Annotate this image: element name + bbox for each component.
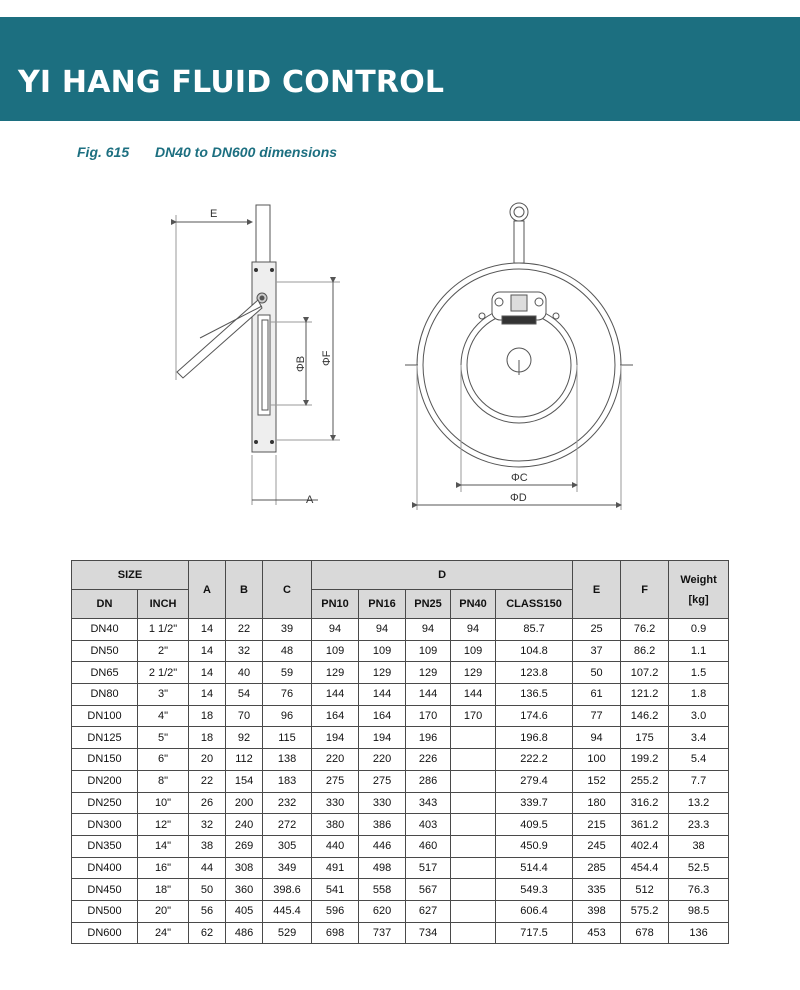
header-pn40: PN40 [451, 590, 496, 619]
table-cell: 0.9 [669, 619, 729, 641]
table-cell: 460 [406, 835, 451, 857]
table-cell: 40 [226, 662, 263, 684]
table-cell: 575.2 [621, 900, 669, 922]
table-cell: 403 [406, 814, 451, 836]
table-cell: 272 [263, 814, 312, 836]
table-row [72, 770, 729, 792]
table-cell: 180 [573, 792, 621, 814]
table-cell: 136 [669, 922, 729, 944]
header-a: A [189, 561, 226, 619]
header-class150: CLASS150 [496, 590, 573, 619]
table-cell: 339.7 [496, 792, 573, 814]
table-cell: 286 [406, 770, 451, 792]
figure-description: DN40 to DN600 dimensions [155, 144, 338, 160]
table-cell: 121.2 [621, 684, 669, 706]
table-cell: 146.2 [621, 705, 669, 727]
table-cell [451, 835, 496, 857]
table-cell: DN300 [72, 814, 138, 836]
table-cell: 360 [226, 879, 263, 901]
table-cell [451, 770, 496, 792]
table-cell: 144 [312, 684, 359, 706]
table-cell: 2 1/2" [138, 662, 189, 684]
table-cell: 402.4 [621, 835, 669, 857]
table-cell: 18 [189, 727, 226, 749]
table-cell: 14 [189, 684, 226, 706]
table-cell: 38 [189, 835, 226, 857]
table-cell: 174.6 [496, 705, 573, 727]
table-cell: 567 [406, 879, 451, 901]
table-cell: DN250 [72, 792, 138, 814]
table-cell: 144 [359, 684, 406, 706]
table-cell: DN150 [72, 749, 138, 771]
table-cell: 222.2 [496, 749, 573, 771]
table-cell: 409.5 [496, 814, 573, 836]
table-cell: 13.2 [669, 792, 729, 814]
table-cell: 14" [138, 835, 189, 857]
table-row [72, 727, 729, 749]
table-cell: 44 [189, 857, 226, 879]
header-weight [669, 561, 729, 619]
table-cell: 37 [573, 640, 621, 662]
table-cell: 405 [226, 900, 263, 922]
table-cell: 175 [621, 727, 669, 749]
table-cell: DN350 [72, 835, 138, 857]
table-cell: 512 [621, 879, 669, 901]
table-cell [451, 900, 496, 922]
table-row [72, 922, 729, 944]
table-cell: 76.2 [621, 619, 669, 641]
table-cell [451, 814, 496, 836]
table-cell: 14 [189, 662, 226, 684]
table-cell: 4" [138, 705, 189, 727]
table-cell: 96 [263, 705, 312, 727]
table-cell: 380 [312, 814, 359, 836]
table-cell: 199.2 [621, 749, 669, 771]
table-cell: DN50 [72, 640, 138, 662]
table-cell: 138 [263, 749, 312, 771]
table-cell: 220 [359, 749, 406, 771]
table-cell: 3.4 [669, 727, 729, 749]
table-cell [451, 857, 496, 879]
table-cell: 498 [359, 857, 406, 879]
table-cell: 23.3 [669, 814, 729, 836]
table-cell: DN100 [72, 705, 138, 727]
header-dn: DN [72, 590, 138, 619]
header-f: F [621, 561, 669, 619]
table-cell: 109 [359, 640, 406, 662]
table-cell: 94 [312, 619, 359, 641]
header-c: C [263, 561, 312, 619]
table-cell: 606.4 [496, 900, 573, 922]
dimension-b-label: ΦB [295, 355, 307, 372]
table-cell: 48 [263, 640, 312, 662]
table-cell: 678 [621, 922, 669, 944]
table-cell: 2" [138, 640, 189, 662]
table-cell: 194 [359, 727, 406, 749]
table-cell: 18" [138, 879, 189, 901]
table-cell: 215 [573, 814, 621, 836]
table-cell: 6" [138, 749, 189, 771]
table-cell: 109 [406, 640, 451, 662]
table-cell: 398.6 [263, 879, 312, 901]
table-cell: 76 [263, 684, 312, 706]
table-cell: 123.8 [496, 662, 573, 684]
table-cell: 59 [263, 662, 312, 684]
table-cell: 1 1/2" [138, 619, 189, 641]
table-cell: 386 [359, 814, 406, 836]
table-cell [451, 879, 496, 901]
table-cell [451, 749, 496, 771]
table-cell: 14 [189, 619, 226, 641]
table-cell: 183 [263, 770, 312, 792]
table-cell: 115 [263, 727, 312, 749]
table-cell: 154 [226, 770, 263, 792]
table-row [72, 792, 729, 814]
table-cell: 196 [406, 727, 451, 749]
table-row [72, 900, 729, 922]
table-row [72, 619, 729, 641]
table-cell: 77 [573, 705, 621, 727]
table-cell: 453 [573, 922, 621, 944]
table-cell: 20 [189, 749, 226, 771]
table-cell: 112 [226, 749, 263, 771]
table-cell: 305 [263, 835, 312, 857]
table-cell: 269 [226, 835, 263, 857]
valve-front-view [405, 203, 633, 510]
table-cell: 38 [669, 835, 729, 857]
table-cell: 16" [138, 857, 189, 879]
table-cell: 514.4 [496, 857, 573, 879]
table-cell: 240 [226, 814, 263, 836]
header-size: SIZE [72, 561, 189, 590]
table-cell: 164 [359, 705, 406, 727]
dimension-e-label: E [210, 208, 218, 220]
table-cell: 517 [406, 857, 451, 879]
table-cell: 275 [359, 770, 406, 792]
table-cell: DN600 [72, 922, 138, 944]
figure-number: Fig. 615 [77, 144, 130, 160]
table-cell: 194 [312, 727, 359, 749]
table-cell: 446 [359, 835, 406, 857]
table-cell: 129 [451, 662, 496, 684]
table-cell: 734 [406, 922, 451, 944]
header-pn25: PN25 [406, 590, 451, 619]
table-cell: 398 [573, 900, 621, 922]
table-cell: DN400 [72, 857, 138, 879]
dimension-c-label: ΦC [511, 472, 528, 484]
table-cell: 698 [312, 922, 359, 944]
dimension-f-label: ΦF [321, 350, 333, 366]
table-row [72, 835, 729, 857]
table-cell: 170 [451, 705, 496, 727]
table-cell: DN80 [72, 684, 138, 706]
valve-side-view [176, 205, 340, 505]
table-cell: 129 [359, 662, 406, 684]
table-cell: 85.7 [496, 619, 573, 641]
table-cell: 200 [226, 792, 263, 814]
table-cell: 22 [226, 619, 263, 641]
table-cell: 129 [406, 662, 451, 684]
table-cell: 361.2 [621, 814, 669, 836]
table-cell: 109 [312, 640, 359, 662]
table-cell: 1.8 [669, 684, 729, 706]
table-cell: 5" [138, 727, 189, 749]
table-body [72, 619, 729, 944]
table-cell: 14 [189, 640, 226, 662]
table-cell: 3" [138, 684, 189, 706]
table-cell: 86.2 [621, 640, 669, 662]
table-cell: DN40 [72, 619, 138, 641]
table-cell: 170 [406, 705, 451, 727]
table-cell: DN200 [72, 770, 138, 792]
table-cell: 335 [573, 879, 621, 901]
table-row [72, 749, 729, 771]
table-cell: 26 [189, 792, 226, 814]
table-cell: 92 [226, 727, 263, 749]
table-cell: 25 [573, 619, 621, 641]
table-cell: 94 [451, 619, 496, 641]
table-cell: 20" [138, 900, 189, 922]
table-cell: 70 [226, 705, 263, 727]
table-cell: 76.3 [669, 879, 729, 901]
table-cell: 343 [406, 792, 451, 814]
table-row [72, 684, 729, 706]
header-weight-label: Weight [680, 573, 717, 586]
table-cell: 330 [359, 792, 406, 814]
table-cell: 109 [451, 640, 496, 662]
table-cell: 196.8 [496, 727, 573, 749]
table-cell: 107.2 [621, 662, 669, 684]
table-row [72, 705, 729, 727]
table-cell: 440 [312, 835, 359, 857]
table-cell: 94 [406, 619, 451, 641]
table-cell: 32 [226, 640, 263, 662]
table-cell: 558 [359, 879, 406, 901]
table-cell: 454.4 [621, 857, 669, 879]
table-cell: 62 [189, 922, 226, 944]
table-cell: 22 [189, 770, 226, 792]
table-cell: 1.1 [669, 640, 729, 662]
table-cell: 144 [451, 684, 496, 706]
table-cell: 152 [573, 770, 621, 792]
table-cell: 349 [263, 857, 312, 879]
dimensions-table [71, 560, 729, 944]
table-cell [451, 922, 496, 944]
table-cell: 7.7 [669, 770, 729, 792]
table-cell: 56 [189, 900, 226, 922]
table-cell: 445.4 [263, 900, 312, 922]
table-cell: 220 [312, 749, 359, 771]
table-cell: 275 [312, 770, 359, 792]
table-cell: 129 [312, 662, 359, 684]
table-cell: 136.5 [496, 684, 573, 706]
header-d: D [312, 561, 573, 590]
table-cell: DN65 [72, 662, 138, 684]
table-cell: 529 [263, 922, 312, 944]
table-cell: 104.8 [496, 640, 573, 662]
table-cell [451, 792, 496, 814]
table-cell: 52.5 [669, 857, 729, 879]
table-cell: 486 [226, 922, 263, 944]
table-cell: 450.9 [496, 835, 573, 857]
table-cell: 308 [226, 857, 263, 879]
dimension-a-label: A [306, 494, 314, 506]
table-cell: 549.3 [496, 879, 573, 901]
table-cell: 541 [312, 879, 359, 901]
table-cell: 232 [263, 792, 312, 814]
table-cell: 620 [359, 900, 406, 922]
table-cell: 94 [573, 727, 621, 749]
header-weight-unit: [kg] [688, 593, 709, 606]
header-b: B [226, 561, 263, 619]
table-cell: 39 [263, 619, 312, 641]
table-cell: 12" [138, 814, 189, 836]
table-cell: 279.4 [496, 770, 573, 792]
header-e: E [573, 561, 621, 619]
table-cell: DN450 [72, 879, 138, 901]
table-row [72, 814, 729, 836]
table-cell: 491 [312, 857, 359, 879]
table-cell: DN500 [72, 900, 138, 922]
table-cell: 54 [226, 684, 263, 706]
table-row [72, 879, 729, 901]
table-cell: DN125 [72, 727, 138, 749]
company-title: YI HANG FLUID CONTROL [18, 65, 445, 100]
header-pn10: PN10 [312, 590, 359, 619]
table-cell: 596 [312, 900, 359, 922]
table-cell: 717.5 [496, 922, 573, 944]
table-row [72, 662, 729, 684]
table-cell: 627 [406, 900, 451, 922]
header-pn16: PN16 [359, 590, 406, 619]
table-cell: 50 [189, 879, 226, 901]
table-cell: 1.5 [669, 662, 729, 684]
table-cell: 144 [406, 684, 451, 706]
table-cell: 255.2 [621, 770, 669, 792]
table-cell: 61 [573, 684, 621, 706]
header-inch: INCH [138, 590, 189, 619]
table-cell: 94 [359, 619, 406, 641]
table-cell: 3.0 [669, 705, 729, 727]
table-cell: 285 [573, 857, 621, 879]
table-cell: 18 [189, 705, 226, 727]
table-cell: 10" [138, 792, 189, 814]
table-row [72, 640, 729, 662]
table-cell: 98.5 [669, 900, 729, 922]
table-cell: 226 [406, 749, 451, 771]
table-cell: 316.2 [621, 792, 669, 814]
table-cell: 164 [312, 705, 359, 727]
table-cell: 24" [138, 922, 189, 944]
table-row [72, 857, 729, 879]
table-cell: 32 [189, 814, 226, 836]
table-cell: 50 [573, 662, 621, 684]
table-cell [451, 727, 496, 749]
table-cell: 330 [312, 792, 359, 814]
table-cell: 737 [359, 922, 406, 944]
table-cell: 5.4 [669, 749, 729, 771]
table-cell: 100 [573, 749, 621, 771]
dimension-d-label: ΦD [510, 492, 527, 504]
table-cell: 8" [138, 770, 189, 792]
table-cell: 245 [573, 835, 621, 857]
